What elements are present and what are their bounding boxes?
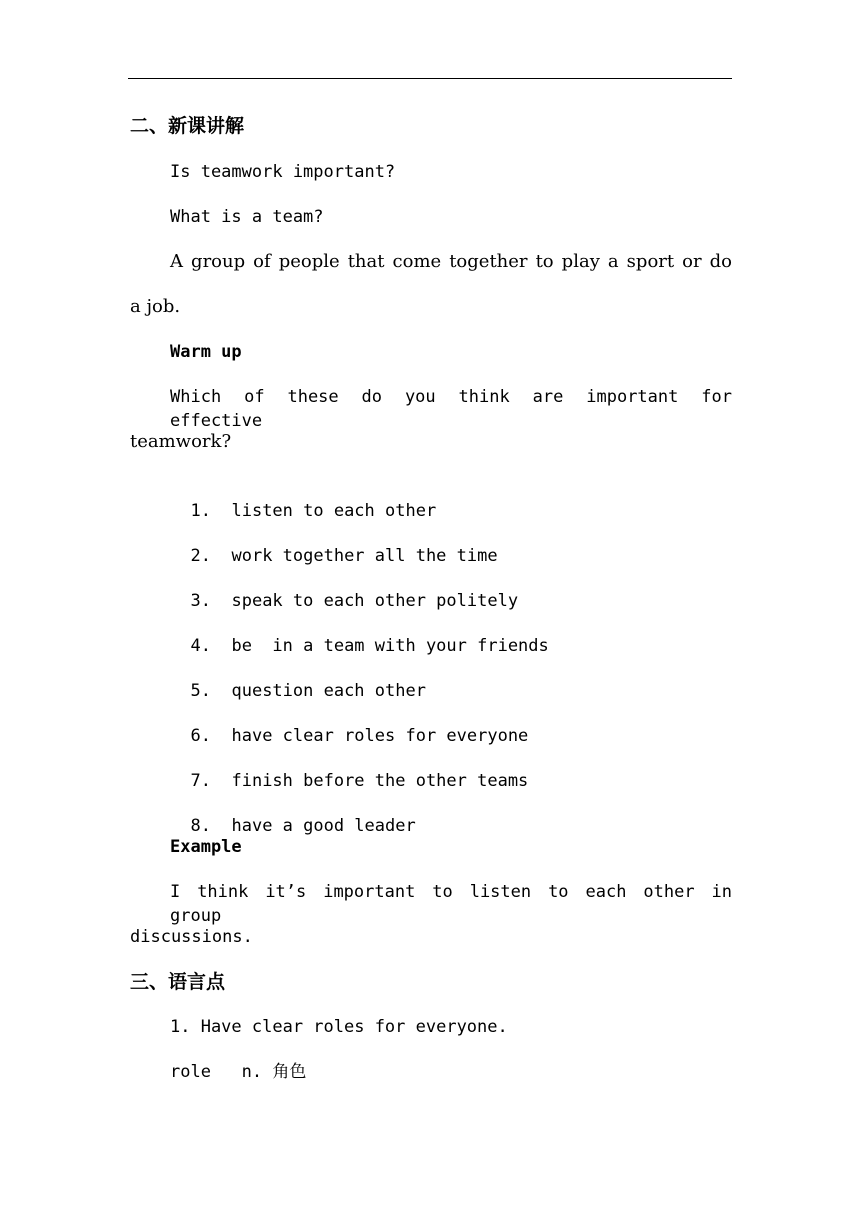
list-item-text: be in a team with your friends bbox=[231, 636, 549, 656]
warmup-question-line-2: teamwork? bbox=[130, 431, 232, 452]
list-item-text: speak to each other politely bbox=[231, 591, 519, 611]
header-rule bbox=[128, 78, 732, 79]
definition-line-2: a job. bbox=[130, 296, 181, 317]
question-what-is-team: What is a team? bbox=[170, 207, 324, 227]
list-item-text: have clear roles for everyone bbox=[231, 726, 529, 746]
list-item bbox=[170, 790, 416, 838]
list-item-number: 5. bbox=[190, 681, 211, 701]
list-item-number: 7. bbox=[190, 771, 211, 791]
list-item-number: 3. bbox=[190, 591, 211, 611]
list-item-number: 6. bbox=[190, 726, 211, 746]
list-item-text: question each other bbox=[231, 681, 426, 701]
list-item-text: finish before the other teams bbox=[231, 771, 529, 791]
list-item bbox=[170, 745, 528, 793]
example-line-2: discussions. bbox=[130, 927, 253, 947]
language-point-1: 1. Have clear roles for everyone. bbox=[170, 1017, 508, 1037]
example-line-1: I think it’s important to listen to each other in group bbox=[170, 882, 732, 926]
list-item-number: 8. bbox=[190, 816, 211, 836]
list-item bbox=[170, 520, 498, 568]
question-teamwork-important: Is teamwork important? bbox=[170, 162, 396, 182]
vocab-role: role n. 角色 bbox=[170, 1062, 307, 1082]
list-item-number: 1. bbox=[190, 501, 211, 521]
example-title: Example bbox=[170, 837, 242, 857]
warmup-title: Warm up bbox=[170, 342, 242, 362]
list-item-number: 4. bbox=[190, 636, 211, 656]
definition-line-1: A group of people that come together to play a sport or do bbox=[170, 251, 732, 272]
list-item-text: listen to each other bbox=[231, 501, 437, 521]
section-heading-language-points: 三、语言点 bbox=[130, 971, 226, 993]
list-item bbox=[170, 610, 549, 658]
list-item-number: 2. bbox=[190, 546, 211, 566]
list-item bbox=[170, 565, 518, 613]
list-item-text: work together all the time bbox=[231, 546, 498, 566]
list-item bbox=[170, 700, 528, 748]
list-item-text: have a good leader bbox=[231, 816, 416, 836]
list-item bbox=[170, 475, 436, 523]
section-heading-new-lesson: 二、新课讲解 bbox=[130, 115, 245, 137]
list-item bbox=[170, 655, 426, 703]
warmup-question-line-1: Which of these do you think are important for effective bbox=[170, 387, 732, 431]
